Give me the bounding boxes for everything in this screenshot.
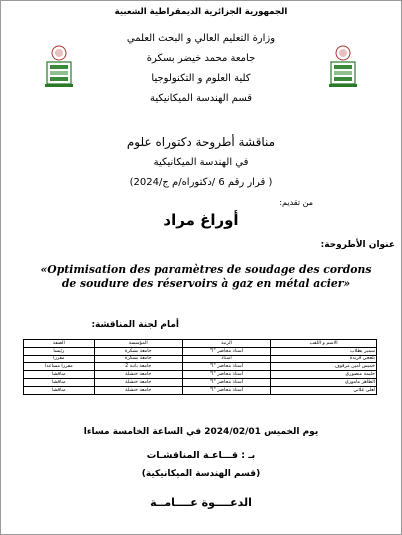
member-rank: أستاذ محاضر "أ" [182, 386, 270, 394]
member-name: حليمة منصوري [271, 371, 377, 379]
member-role: مناقشا [24, 386, 95, 394]
republic-name: الجمهورية الجزائرية الديمقراطية الشعبية [114, 7, 288, 17]
defense-decree: ( قرار رقم 6 /دكتوراه/م ج/2024) [129, 177, 273, 188]
table-row [24, 363, 377, 371]
member-role: مقررا مساعدا [24, 363, 95, 371]
ministry-name: وزارة التعليم العالي و البحث العلمي [126, 33, 276, 44]
member-institution: جامعة خنشلة [94, 386, 182, 394]
public-invitation: الدعــــوة عــــامــة [150, 496, 252, 509]
column-header: المؤسسة [94, 340, 182, 348]
member-name: الطاهر ماموري [271, 378, 377, 386]
thesis-label: عنوان الأطروحة: [320, 240, 395, 250]
defense-date: يوم الخميس 2024/02/01 في الساعة الخامسة مساءا [83, 427, 319, 437]
defense-venue: بـ : قـــاعـة المناقشـات [146, 450, 256, 461]
defense-field: في الهندسة الميكانيكية [153, 157, 249, 168]
column-header: الصفة [24, 340, 95, 348]
jury-label: أمام لجنة المناقشة: [91, 320, 179, 330]
member-role: مناقشا [24, 371, 95, 379]
member-institution: جامعة بسكرة [94, 347, 182, 355]
table-row [24, 355, 377, 363]
member-name: لعلى غلاني [271, 386, 377, 394]
table-row [24, 347, 377, 355]
jury-table-header [24, 340, 377, 348]
table-row [24, 386, 377, 394]
jury-table [23, 339, 377, 395]
presented-by-label: من تقديم: [279, 198, 313, 207]
member-institution: جامعة خنشلة [94, 378, 182, 386]
member-rank: أستاذ محاضر "أ" [182, 371, 270, 379]
defense-title: مناقشة أطروحة دكتوراه علوم [126, 135, 276, 149]
column-header: الاسم و اللقب [271, 340, 377, 348]
member-institution: جامعة بسكرة [94, 355, 182, 363]
table-row [24, 378, 377, 386]
table-row [24, 371, 377, 379]
member-rank: أستاذ محاضر "أ" [182, 378, 270, 386]
member-name: بلعجي فريدة [271, 355, 377, 363]
defense-department: (قسم الهندسة الميكانيكية) [141, 469, 261, 479]
member-rank: أستاذ محاضر "أ" [182, 347, 270, 355]
university-logo-left [39, 45, 79, 89]
university-name: جامعة محمد خيضر بسكرة [146, 53, 256, 64]
member-role: مقررا [24, 355, 95, 363]
member-name: سمير بطلاب [271, 347, 377, 355]
thesis-title: «Optimisation des paramètres de soudage des cordons de soudure des réservoirs à gaz en métal acier» [40, 263, 372, 290]
member-institution: جامعة باتنة 2 [94, 363, 182, 371]
member-rank: أستاذ محاضر "أ" [182, 363, 270, 371]
department-name: قسم الهندسة الميكانيكية [149, 93, 253, 104]
member-role: رئيسا [24, 347, 95, 355]
candidate-name: أوراغ مراد [163, 211, 239, 229]
member-institution: جامعة خنشلة [94, 371, 182, 379]
member-name: خميس أمين مرفوف [271, 363, 377, 371]
faculty-name: كلية العلوم و التكنولوجيا [151, 73, 251, 84]
member-rank: أستاذ [182, 355, 270, 363]
column-header: الرتبة [182, 340, 270, 348]
university-logo-right [323, 45, 363, 89]
member-role: مناقشا [24, 378, 95, 386]
